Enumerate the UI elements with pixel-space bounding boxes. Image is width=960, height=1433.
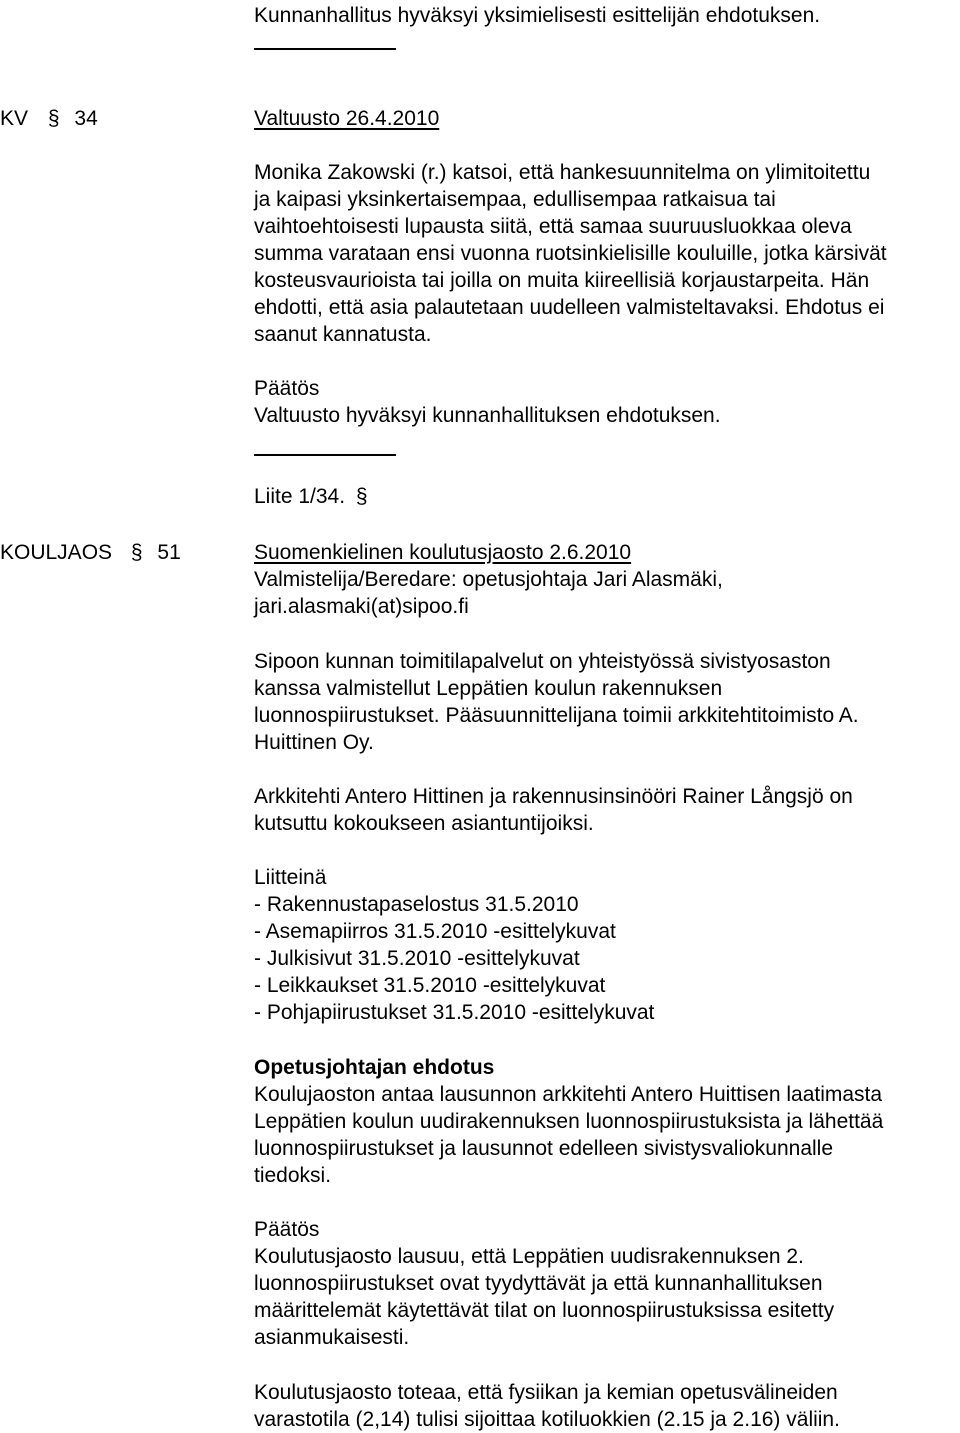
kv-discussion-line: kosteusvaurioista tai joilla on muita kiireellisiä korjaustarpeita. Hän [254, 269, 870, 292]
paragraph-line: luonnospiirustukset. Pääsuunnittelijana toimii arkkitehtitoimisto A. [254, 704, 859, 727]
kouljaos-number: 51 [157, 541, 181, 564]
attachment-reference [254, 483, 368, 510]
kv-discussion-line: vaihtoehtoisesti lupausta siitä, että samaa suuruusluokkaa oleva [254, 215, 852, 238]
kv-number: 34 [74, 107, 98, 130]
proposal-line: Koulujaoston antaa lausunnon arkkitehti Antero Huittisen laatimasta [254, 1083, 883, 1106]
kv-decision-text: Valtuusto hyväksyi kunnanhallituksen ehdotuksen. [254, 404, 721, 427]
paragraph-line: kutsuttu kokoukseen asiantuntijoiksi. [254, 812, 594, 835]
attachments-label: Liitteinä [254, 866, 327, 889]
kv-discussion-line: ehdotti, että asia palautetaan uudelleen valmisteltavaksi. Ehdotus ei [254, 296, 885, 319]
paragraph-line: kanssa valmistellut Leppätien koulun rakennuksen [254, 677, 723, 700]
preparer-line: Valmistelija/Beredare: opetusjohtaja Jari Alasmäki, [254, 568, 723, 591]
attachment-item: - Leikkaukset 31.5.2010 -esittelykuvat [254, 974, 606, 997]
proposal-line: luonnospiirustukset ja lausunnot edelleen sivistysvaliokunnalle [254, 1137, 834, 1160]
closing-line: varastotila (2,14) tulisi sijoittaa kotiluokkien (2.15 ja 2.16) väliin. [254, 1408, 840, 1431]
attachment-item: - Julkisivut 31.5.2010 -esittelykuvat [254, 947, 580, 970]
preparer-email: jari.alasmaki(at)sipoo.fi [254, 595, 469, 618]
kouljaos-label: KOULJAOS [0, 541, 113, 564]
decision-line: Koulutusjaosto lausuu, että Leppätien uudisrakennuksen 2. [254, 1245, 804, 1268]
attachment-item: - Rakennustapaselostus 31.5.2010 [254, 893, 579, 916]
paragraph-line: Sipoon kunnan toimitilapalvelut on yhteistyössä sivistyosaston [254, 650, 831, 673]
attachment-text: Liite 1/34. [254, 485, 346, 508]
kv-discussion-line: saanut kannatusta. [254, 323, 432, 346]
decision-label: Päätös [254, 1218, 320, 1241]
attachment-item: - Pohjapiirustukset 31.5.2010 -esittelykuvat [254, 1001, 655, 1024]
section-sign: § [355, 485, 368, 508]
proposal-line: Leppätien koulun uudirakennuksen luonnospiirustuksista ja lähettää [254, 1110, 884, 1133]
closing-line: Koulutusjaosto toteaa, että fysiikan ja kemian opetusvälineiden [254, 1381, 838, 1404]
kouljaos-meeting-title: Suomenkielinen koulutusjaosto 2.6.2010 [254, 541, 632, 564]
decision-line: luonnospiirustukset ovat tyydyttävät ja että kunnanhallituksen [254, 1272, 823, 1295]
separator-line [254, 454, 396, 456]
kv-meeting-title: Valtuusto 26.4.2010 [254, 107, 440, 130]
proposal-line: tiedoksi. [254, 1164, 332, 1187]
kv-discussion-line: ja kaipasi yksinkertaisempaa, edullisempaa ratkaisua tai [254, 188, 776, 211]
kv-discussion-line: Monika Zakowski (r.) katsoi, että hankesuunnitelma on ylimitoitettu [254, 161, 871, 184]
kv-label: KV [0, 107, 29, 130]
decision-line: asianmukaisesti. [254, 1326, 410, 1349]
kouljaos-section-header [0, 539, 181, 566]
section-sign: § [130, 541, 143, 564]
paragraph-line: Arkkitehti Antero Hittinen ja rakennusinsinööri Rainer Långsjö on [254, 785, 853, 808]
paragraph-line: Huittinen Oy. [254, 731, 374, 754]
attachment-item: - Asemapiirros 31.5.2010 -esittelykuvat [254, 920, 616, 943]
kv-decision-label: Päätös [254, 377, 320, 400]
decision-line: määrittelemät käytettävät tilat on luonnospiirustuksissa esitetty [254, 1299, 835, 1322]
separator-line [254, 48, 396, 50]
section-sign: § [47, 107, 60, 130]
proposal-heading: Opetusjohtajan ehdotus [254, 1056, 495, 1079]
board-decision-text: Kunnanhallitus hyväksyi yksimielisesti esittelijän ehdotuksen. [254, 4, 821, 27]
kv-discussion-line: summa varataan ensi vuonna ruotsinkielisille kouluille, jotka kärsivät [254, 242, 887, 265]
kv-section-header [0, 105, 98, 132]
